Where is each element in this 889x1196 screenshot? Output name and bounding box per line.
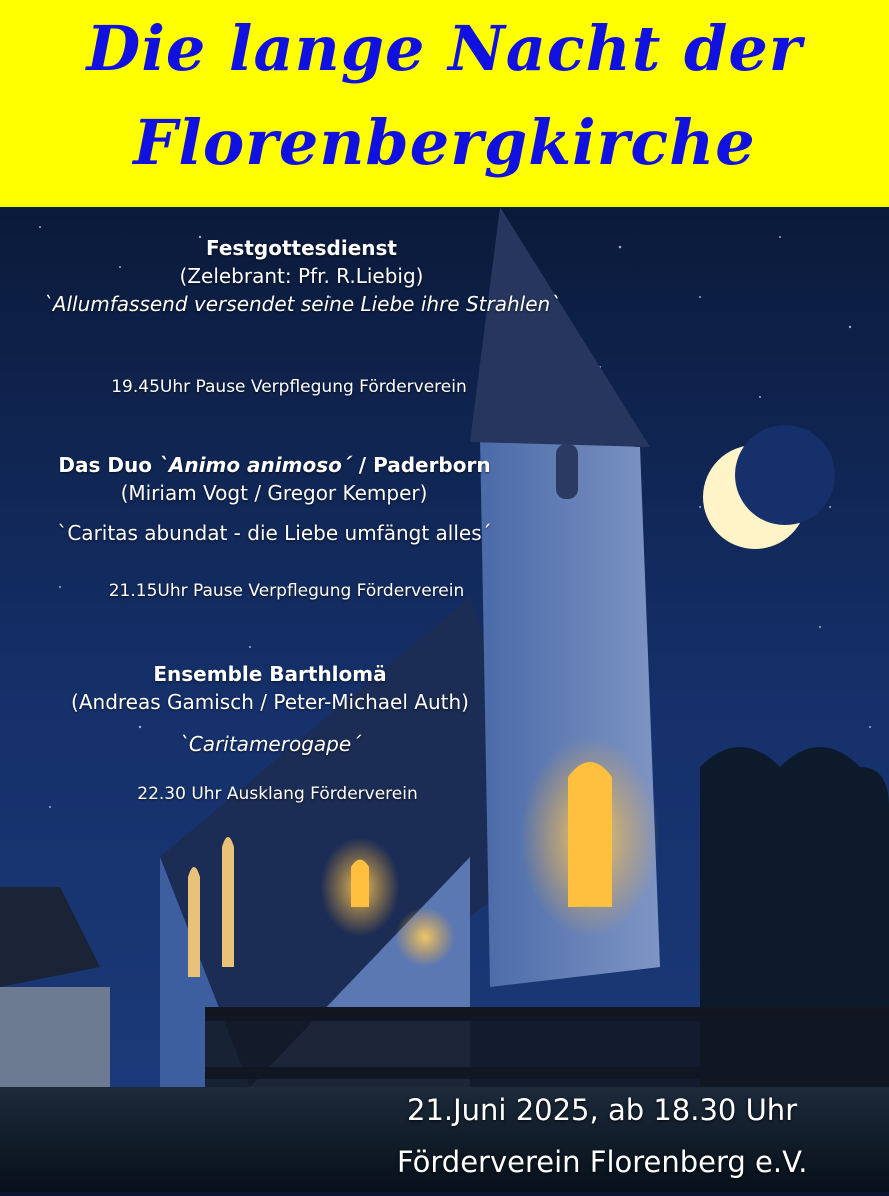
title-line-1: Die lange Nacht der [86,12,803,85]
organizer: Förderverein Florenberg e.V. [397,1145,808,1179]
closing-text: 22.30 Uhr Ausklang Förderverein [137,784,418,804]
duo-motto: `Caritas abundat - die Liebe umfängt alles´ [57,521,492,545]
pause-1-text: 19.45Uhr Pause Verpflegung Förderverein [111,377,467,397]
event-date: 21.Juni 2025, ab 18.30 Uhr [407,1093,798,1127]
pause-2-text: 21.15Uhr Pause Verpflegung Förderverein [108,581,465,601]
ensemble-motto: `Caritamerogape´ [178,732,362,756]
duo-members: (Miriam Vogt / Gregor Kemper) [120,481,428,505]
ensemble-members: (Andreas Gamisch / Peter-Michael Auth) [71,690,469,714]
duo-heading-suffix: / Paderborn [351,453,491,477]
festgottesdienst-heading: Festgottesdienst [206,236,397,260]
duo-heading-name: `Animo animoso´ [158,453,352,477]
title-line-2: Florenbergkirche [133,106,756,179]
festgottesdienst-celebrant: (Zelebrant: Pfr. R.Liebig) [179,264,424,288]
duo-heading-prefix: Das Duo [58,453,159,477]
title-banner [0,0,889,207]
festgottesdienst-motto: `Allumfassend versendet seine Liebe ihre Strahlen` [42,292,561,316]
ensemble-heading: Ensemble Barthlomä [153,662,387,686]
duo-heading [0,453,549,477]
